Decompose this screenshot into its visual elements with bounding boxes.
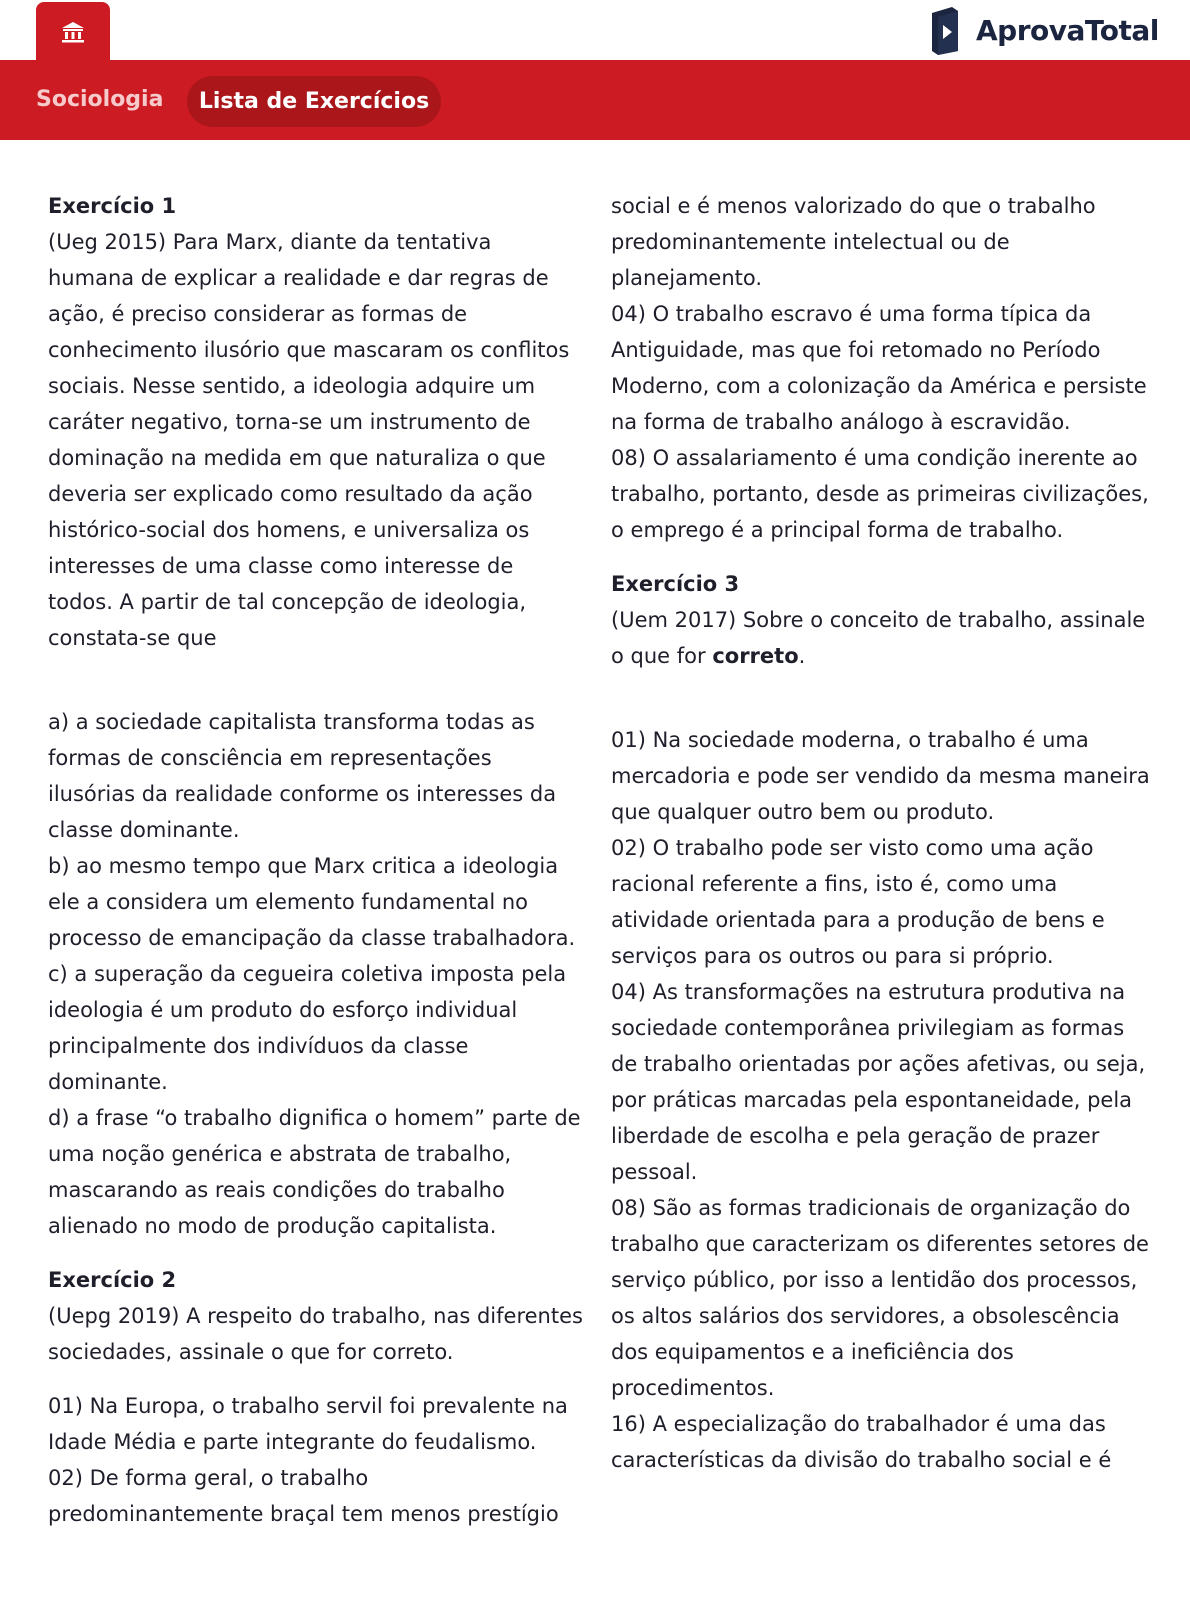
- section-pill[interactable]: Lista de Exercícios: [187, 76, 441, 127]
- answer-option: 08) O assalariamento é uma condição inerente ao trabalho, portanto, desde as primeiras civilizações, o emprego é a principal forma de trabalho.: [611, 446, 1149, 542]
- logo-text: AprovaTotal: [976, 13, 1159, 47]
- exercise-title: Exercício 2: [48, 1268, 177, 1292]
- header-bar: [0, 60, 1190, 140]
- brand-logo[interactable]: [928, 4, 1159, 56]
- question-text: (Uepg 2019) A respeito do trabalho, nas diferentes sociedades, assinale o que for correto.: [48, 1304, 583, 1364]
- answer-option: 02) O trabalho pode ser visto como uma ação racional referente a fins, isto é, como uma atividade orientada para a produção de bens e serviços para os outros ou para si próprio.: [611, 836, 1105, 968]
- book-logo-icon: [928, 5, 962, 55]
- exercise-title: Exercício 1: [48, 194, 177, 218]
- answer-option-continued: social e é menos valorizado do que o trabalho predominantemente intelectual ou de planejamento.: [611, 194, 1096, 290]
- left-column: [48, 188, 583, 1532]
- answer-option: d) a frase “o trabalho dignifica o homem” parte de uma noção genérica e abstrata de trabalho, mascarando as reais condições do trabalho alienado no modo de produção capitalista.: [48, 1106, 581, 1238]
- answer-option: 04) O trabalho escravo é uma forma típica da Antiguidade, mas que foi retomado no Período Moderno, com a colonização da América e persiste na forma de trabalho análogo à escravidão.: [611, 302, 1147, 434]
- answer-option: 08) São as formas tradicionais de organização do trabalho que caracterizam os diferentes setores de serviço público, por isso a lentidão dos processos, os altos salários dos servidores, a obsolescência dos equipamentos e a ineficiência dos procedimentos.: [611, 1196, 1149, 1400]
- answer-option: b) ao mesmo tempo que Marx critica a ideologia ele a considera um elemento fundamental no processo de emancipação da classe trabalhadora.: [48, 854, 576, 950]
- answer-option: 01) Na Europa, o trabalho servil foi prevalente na Idade Média e parte integrante do feudalismo.: [48, 1394, 568, 1454]
- answer-option: a) a sociedade capitalista transforma todas as formas de consciência em representações ilusórias da realidade conforme os interesses da classe dominante.: [48, 710, 557, 842]
- exercise-title: Exercício 3: [611, 572, 740, 596]
- answer-option: c) a superação da cegueira coletiva imposta pela ideologia é um produto do esforço individual principalmente dos indivíduos da classe dominante.: [48, 962, 567, 1094]
- question-text: (Ueg 2015) Para Marx, diante da tentativa humana de explicar a realidade e dar regras de ação, é preciso considerar as formas de conhecimento ilusório que mascaram os conflitos sociais. Nesse sentido, a ideologia adquire um caráter negativo, torna-se um instrumento de dominação na medida em que naturaliza o que deveria ser explicado como resultado da ação histórico-social dos homens, e universaliza os interesses de uma classe como interesse de todos. A partir de tal concepção de ideologia, constata-se que: [48, 230, 570, 650]
- answer-option: 02) De forma geral, o trabalho predominantemente braçal tem menos prestígio: [48, 1466, 559, 1526]
- right-column: [611, 188, 1151, 1478]
- answer-option: 01) Na sociedade moderna, o trabalho é uma mercadoria e pode ser vendido da mesma maneira que qualquer outro bem ou produto.: [611, 728, 1150, 824]
- answer-option: 16) A especialização do trabalhador é uma das características da divisão do trabalho social e é: [611, 1412, 1112, 1472]
- answer-option: 04) As transformações na estrutura produtiva na sociedade contemporânea privilegiam as formas de trabalho orientadas por ações afetivas, ou seja, por práticas marcadas pela espontaneidade, pela liberdade de escolha e pela geração de prazer pessoal.: [611, 980, 1146, 1184]
- institution-icon: [61, 21, 85, 43]
- subject-label[interactable]: Sociologia: [36, 87, 164, 112]
- question-text: (Uem 2017) Sobre o conceito de trabalho, assinale o que for correto.: [611, 608, 1146, 668]
- home-tab[interactable]: [36, 2, 110, 62]
